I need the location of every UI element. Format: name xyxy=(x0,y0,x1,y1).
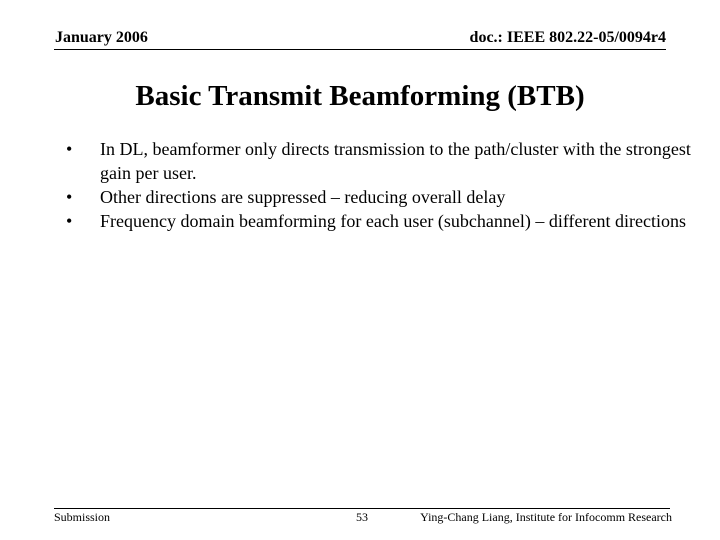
footer-divider xyxy=(54,508,670,509)
footer-submission: Submission xyxy=(54,510,111,524)
slide-title: Basic Transmit Beamforming (BTB) xyxy=(135,80,585,112)
page-number: 53 xyxy=(356,510,368,524)
header-doc-id: doc.: IEEE 802.22-05/0094r4 xyxy=(469,29,666,46)
bullet-item: • Other directions are suppressed – reducing overall delay xyxy=(62,185,692,209)
header-date: January 2006 xyxy=(55,29,148,46)
footer-author: Ying-Chang Liang, Institute for Infocomm Research xyxy=(420,510,672,524)
bullet-item: • In DL, beamformer only directs transmission to the path/cluster with the strongest gain per user. xyxy=(62,137,692,185)
bullet-item: • Frequency domain beamforming for each user (subchannel) – different directions xyxy=(62,209,692,233)
bullet-list xyxy=(62,137,692,233)
header-divider xyxy=(54,49,666,50)
